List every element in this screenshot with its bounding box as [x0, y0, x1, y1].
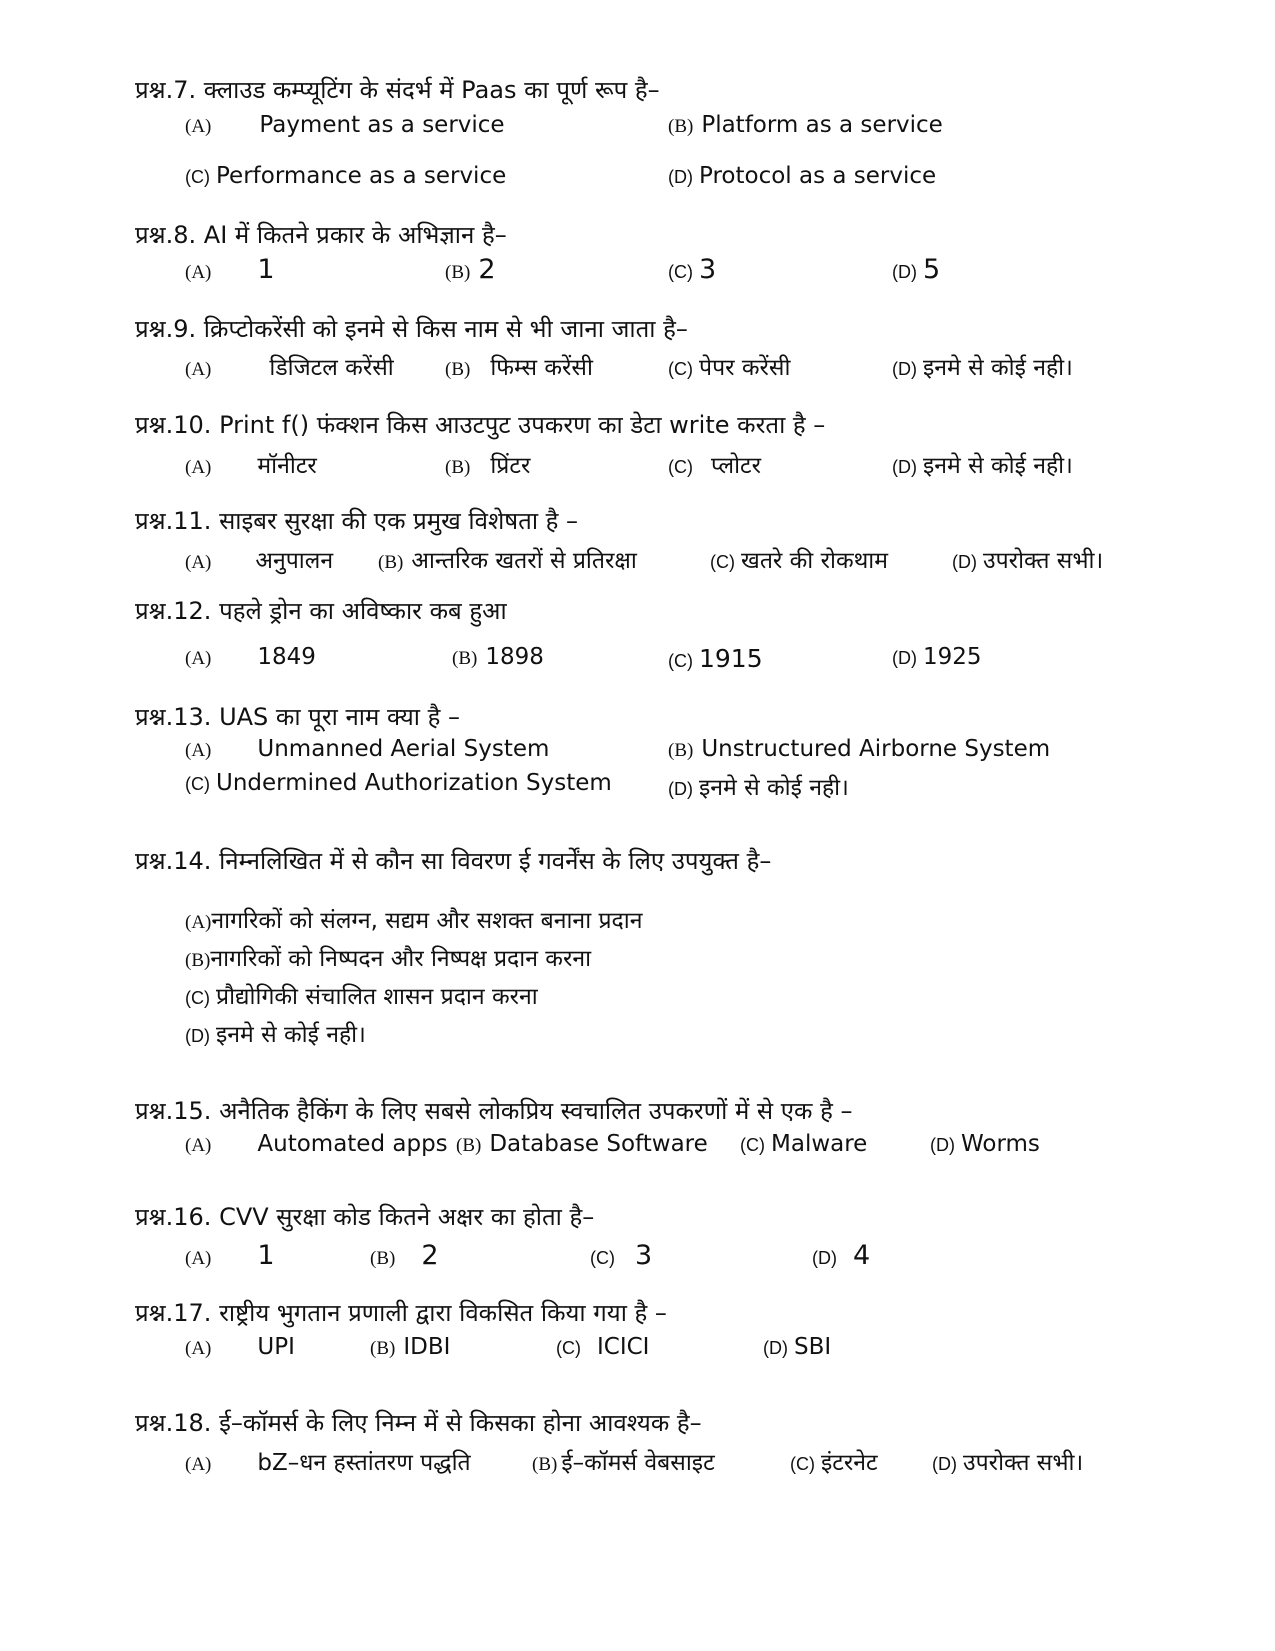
option-text: उपरोक्त सभी।: [963, 1450, 1084, 1476]
option-label: (B): [668, 740, 694, 761]
option-9a: [185, 350, 394, 382]
option-7d: [668, 163, 936, 189]
option-label: (B): [185, 950, 211, 971]
option-label: (C): [556, 1338, 581, 1358]
option-text: Unmanned Aerial System: [257, 736, 550, 762]
option-text: इनमे से कोई नही।: [699, 775, 849, 801]
option-text: उपरोक्त सभी।: [983, 548, 1104, 574]
question-number: प्रश्न.15.: [135, 1097, 212, 1125]
option-text: इनमे से कोई नही।: [923, 355, 1073, 381]
option-text: नागरिकों को संलग्न, सद्यम और सशक्त बनाना प्रदान: [211, 908, 643, 934]
question-text: निम्नलिखित में से कौन सा विवरण ई गवर्नेंस के लिए उपयुक्त है–: [219, 847, 772, 875]
option-10c: [668, 448, 761, 480]
option-label: (A): [185, 116, 212, 137]
question-number: प्रश्न.11.: [135, 507, 212, 535]
option-9c: [668, 350, 790, 382]
option-text: प्रिंटर: [490, 453, 531, 479]
option-label: (D): [668, 779, 693, 799]
option-text: फिम्स करेंसी: [490, 355, 593, 381]
option-label: (A): [185, 552, 212, 573]
option-label: (B): [370, 1338, 396, 1359]
option-text: अनुपालन: [255, 548, 334, 574]
option-text: 1: [257, 254, 275, 285]
option-text: इनमे से कोई नही।: [216, 1022, 366, 1048]
question-number: प्रश्न.17.: [135, 1299, 212, 1327]
option-text: Undermined Authorization System: [216, 770, 612, 796]
option-label: (B): [370, 1248, 396, 1269]
option-label: (A): [185, 912, 212, 933]
option-label: (D): [892, 457, 917, 477]
question-text: क्लाउड कम्प्यूटिंग के संदर्भ में Paas का पूर्ण रूप है–: [203, 76, 660, 104]
question-13: [135, 700, 460, 733]
option-14b: [185, 941, 591, 973]
question-number: प्रश्न.12.: [135, 597, 212, 625]
option-text: Protocol as a service: [699, 163, 937, 189]
option-18d: [932, 1445, 1083, 1477]
option-label: (B): [668, 116, 694, 137]
option-label: (B): [378, 552, 404, 573]
option-11d: [952, 543, 1103, 575]
question-text: अनैतिक हैकिंग के लिए सबसे लोकप्रिय स्वचालित उपकरणों में से एक है –: [219, 1097, 853, 1125]
option-label: (C): [668, 457, 693, 477]
option-label: (D): [932, 1454, 957, 1474]
option-label: (D): [930, 1135, 955, 1155]
option-text: इंटरनेट: [821, 1450, 878, 1476]
option-13a: [185, 736, 549, 762]
question-15: [135, 1094, 852, 1127]
option-text: 1898: [485, 644, 544, 670]
question-text: ई–कॉमर्स के लिए निम्न में से किसका होना आवश्यक है–: [219, 1409, 702, 1437]
option-17b: [370, 1334, 450, 1360]
option-label: (D): [952, 552, 977, 572]
question-text: AI में कितने प्रकार के अभिज्ञान है–: [203, 221, 507, 249]
option-label: (B): [445, 457, 471, 478]
question-number: प्रश्न.7.: [135, 76, 197, 104]
option-text: UPI: [257, 1334, 295, 1360]
option-15d: [930, 1131, 1040, 1157]
option-text: 1915: [699, 644, 763, 673]
question-number: प्रश्न.18.: [135, 1409, 212, 1437]
option-text: 1: [257, 1240, 275, 1271]
option-9b: [445, 350, 593, 382]
option-text: SBI: [794, 1334, 832, 1360]
question-7: [135, 73, 660, 106]
option-text: Automated apps: [257, 1131, 448, 1157]
option-10d: [892, 448, 1073, 480]
option-label: (C): [668, 262, 693, 282]
question-number: प्रश्न.14.: [135, 847, 212, 875]
option-11c: [710, 543, 888, 575]
option-12d: [892, 644, 982, 670]
option-text: Payment as a service: [259, 112, 505, 138]
option-label: (B): [445, 262, 471, 283]
option-label: (A): [185, 1454, 212, 1475]
option-17c: [556, 1334, 649, 1360]
option-18c: [790, 1445, 878, 1477]
question-text: साइबर सुरक्षा की एक प्रमुख विशेषता है –: [219, 507, 579, 535]
option-label: (A): [185, 359, 212, 380]
option-label: (C): [185, 167, 210, 187]
option-text: खतरे की रोकथाम: [741, 548, 889, 574]
option-label: (B): [532, 1454, 558, 1475]
option-text: 2: [421, 1240, 439, 1271]
option-text: नागरिकों को निष्पदन और निष्पक्ष प्रदान करना: [210, 946, 592, 972]
question-12: [135, 594, 507, 627]
option-12a: [185, 644, 316, 670]
question-number: प्रश्न.13.: [135, 703, 212, 731]
option-label: (C): [740, 1135, 765, 1155]
option-9d: [892, 350, 1073, 382]
option-text: 5: [923, 254, 941, 285]
option-text: Database Software: [489, 1131, 708, 1157]
option-text: इनमे से कोई नही।: [923, 453, 1073, 479]
option-17d: [763, 1334, 831, 1360]
option-text: Worms: [961, 1131, 1040, 1157]
option-text: आन्तरिक खतरों से प्रतिरक्षा: [411, 548, 637, 574]
option-text: ICICI: [597, 1334, 650, 1360]
question-text: क्रिप्टोकरेंसी को इनमे से किस नाम से भी जाना जाता है–: [203, 315, 688, 343]
option-label: (A): [185, 1248, 212, 1269]
option-label: (D): [763, 1338, 788, 1358]
option-13c: [185, 770, 612, 796]
option-text: Malware: [771, 1131, 868, 1157]
option-text: डिजिटल करेंसी: [269, 355, 394, 381]
question-text: पहले ड्रोन का अविष्कार कब हुआ: [219, 597, 507, 625]
option-7c: [185, 163, 506, 189]
option-text: प्लोटर: [711, 453, 762, 479]
option-label: (D): [892, 359, 917, 379]
option-11a: [185, 543, 333, 575]
option-11b: [378, 543, 637, 575]
option-17a: [185, 1334, 295, 1360]
question-8: [135, 218, 507, 251]
question-10: [135, 408, 825, 441]
option-text: Performance as a service: [216, 163, 507, 189]
option-text: 1849: [257, 644, 316, 670]
option-text: bZ–धन हस्तांतरण पद्धति: [257, 1450, 471, 1476]
question-number: प्रश्न.16.: [135, 1203, 212, 1231]
option-text: प्रौद्योगिकी संचालित शासन प्रदान करना: [216, 984, 538, 1010]
option-8b: [445, 254, 496, 285]
question-number: प्रश्न.8.: [135, 221, 197, 249]
option-16d: [812, 1240, 870, 1271]
option-text: Unstructured Airborne System: [701, 736, 1051, 762]
option-label: (A): [185, 457, 212, 478]
option-label: (B): [445, 359, 471, 380]
question-text: Print f() फंक्शन किस आउटपुट उपकरण का डेटा write करता है –: [219, 411, 826, 439]
option-label: (D): [812, 1248, 837, 1268]
question-text: UAS का पूरा नाम क्या है –: [219, 703, 460, 731]
option-label: (C): [710, 552, 735, 572]
option-text: Platform as a service: [701, 112, 943, 138]
option-label: (D): [185, 1026, 210, 1046]
option-label: (A): [185, 648, 212, 669]
option-14c: [185, 979, 538, 1011]
question-11: [135, 504, 578, 537]
question-14: [135, 844, 771, 877]
option-12b: [452, 644, 544, 670]
option-10b: [445, 448, 530, 480]
question-number: प्रश्न.10.: [135, 411, 212, 439]
option-18b: [532, 1445, 715, 1477]
option-text: 1925: [923, 644, 982, 670]
question-9: [135, 312, 688, 345]
option-label: (A): [185, 1338, 212, 1359]
option-18a: [185, 1445, 471, 1477]
option-13d: [668, 770, 849, 802]
option-text: ई–कॉमर्स वेबसाइट: [561, 1450, 715, 1476]
option-label: (B): [456, 1135, 482, 1156]
option-15c: [740, 1131, 867, 1157]
option-text: 4: [853, 1240, 871, 1271]
option-14a: [185, 903, 642, 935]
option-label: (C): [185, 988, 210, 1008]
question-17: [135, 1296, 667, 1329]
option-label: (C): [590, 1248, 615, 1268]
option-13b: [668, 736, 1050, 762]
option-label: (D): [892, 648, 917, 668]
option-label: (D): [668, 167, 693, 187]
option-7a: [185, 112, 505, 138]
option-label: (A): [185, 1135, 212, 1156]
option-8d: [892, 254, 940, 285]
option-15a: [185, 1131, 448, 1157]
question-text: CVV सुरक्षा कोड कितने अक्षर का होता है–: [219, 1203, 595, 1231]
option-label: (C): [668, 651, 693, 671]
option-label: (B): [452, 648, 478, 669]
option-label: (D): [892, 262, 917, 282]
option-text: 3: [699, 254, 717, 285]
option-label: (C): [668, 359, 693, 379]
option-label: (A): [185, 740, 212, 761]
option-8c: [668, 254, 716, 285]
option-16b: [370, 1240, 439, 1271]
option-label: (A): [185, 262, 212, 283]
option-16a: [185, 1240, 275, 1271]
option-text: 2: [478, 254, 496, 285]
option-text: मॉनीटर: [257, 453, 317, 479]
question-16: [135, 1200, 594, 1233]
option-text: 3: [635, 1240, 653, 1271]
option-10a: [185, 448, 317, 480]
option-12c: [668, 644, 763, 673]
option-text: IDBI: [403, 1334, 451, 1360]
option-7b: [668, 112, 943, 138]
option-8a: [185, 254, 275, 285]
option-15b: [456, 1131, 708, 1157]
option-text: पेपर करेंसी: [699, 355, 791, 381]
option-label: (C): [185, 774, 210, 794]
question-text: राष्ट्रीय भुगतान प्रणाली द्वारा विकसित किया गया है –: [219, 1299, 667, 1327]
question-18: [135, 1406, 702, 1439]
option-label: (C): [790, 1454, 815, 1474]
option-16c: [590, 1240, 652, 1271]
option-14d: [185, 1017, 366, 1049]
question-number: प्रश्न.9.: [135, 315, 197, 343]
